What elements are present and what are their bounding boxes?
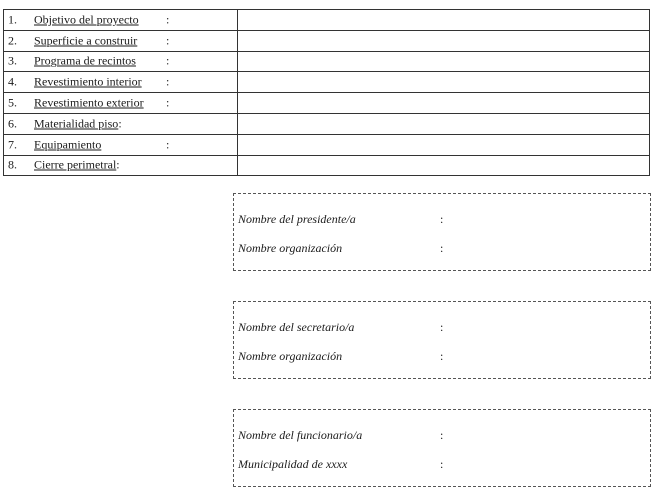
row-label-text: Revestimiento exterior <box>34 95 144 110</box>
row-label-text: Objetivo del proyecto <box>34 12 139 27</box>
row-label <box>34 116 122 131</box>
row-label-text: Materialidad piso <box>34 116 119 131</box>
form-value-field[interactable] <box>238 72 650 93</box>
row-label-text: Superficie a construir <box>34 33 138 48</box>
form-row-objetivo <box>4 10 650 31</box>
row-colon: : <box>166 53 170 68</box>
signature-colon: : <box>440 349 444 363</box>
row-label <box>34 33 137 48</box>
row-colon: : <box>166 12 170 27</box>
signature-colon: : <box>440 428 444 442</box>
signature-line-organization <box>238 349 444 364</box>
form-row-programa <box>4 51 650 72</box>
form-label-cell <box>4 72 238 93</box>
row-number: 2. <box>8 33 17 48</box>
signature-line-name <box>238 212 444 227</box>
row-label-text: Revestimiento interior <box>34 74 142 89</box>
form-row-materialidad-piso <box>4 113 650 134</box>
signature-box-secretario <box>233 301 651 379</box>
row-number: 7. <box>8 137 17 152</box>
form-value-field[interactable] <box>238 155 650 176</box>
row-number: 5. <box>8 95 17 110</box>
row-colon: : <box>166 95 170 110</box>
row-colon: : <box>166 74 170 89</box>
row-number: 4. <box>8 74 17 89</box>
row-label-suffix: : <box>116 157 120 172</box>
form-row-superficie <box>4 30 650 51</box>
row-label-text: Cierre perimetral <box>34 157 117 172</box>
row-number: 8. <box>8 157 17 172</box>
signature-colon: : <box>440 241 444 255</box>
form-label-cell <box>4 155 238 176</box>
signature-label: Nombre organización <box>238 349 343 363</box>
signature-colon: : <box>440 457 444 471</box>
row-label <box>34 137 101 152</box>
row-number: 1. <box>8 12 17 27</box>
row-label-text: Equipamiento <box>34 137 102 152</box>
form-label-cell <box>4 93 238 114</box>
row-label-suffix: : <box>118 116 122 131</box>
row-number: 3. <box>8 53 17 68</box>
signature-line-organization <box>238 457 444 472</box>
form-value-field[interactable] <box>238 10 650 31</box>
signature-colon: : <box>440 212 444 226</box>
row-colon: : <box>166 33 170 48</box>
row-label <box>34 12 139 27</box>
signature-label: Nombre del funcionario/a <box>238 428 363 442</box>
form-label-cell <box>4 10 238 31</box>
signature-label: Municipalidad de xxxx <box>238 457 348 471</box>
form-value-field[interactable] <box>238 134 650 155</box>
form-value-field[interactable] <box>238 113 650 134</box>
signature-label: Nombre organización <box>238 241 343 255</box>
signature-box-presidente <box>233 193 651 271</box>
form-value-field[interactable] <box>238 30 650 51</box>
row-colon: : <box>166 137 170 152</box>
row-label <box>34 54 136 69</box>
signature-box-funcionario <box>233 409 651 487</box>
signature-line-organization <box>238 241 444 256</box>
row-label <box>34 158 120 173</box>
form-value-field[interactable] <box>238 93 650 114</box>
signature-line-name <box>238 320 444 335</box>
form-label-cell <box>4 51 238 72</box>
form-label-cell <box>4 113 238 134</box>
signature-label: Nombre del secretario/a <box>238 320 355 334</box>
signature-colon: : <box>440 320 444 334</box>
row-label-text: Programa de recintos <box>34 53 136 68</box>
form-value-field[interactable] <box>238 51 650 72</box>
row-label <box>34 75 142 90</box>
signature-label: Nombre del presidente/a <box>238 212 356 226</box>
form-row-revestimiento-exterior <box>4 93 650 114</box>
signature-line-name <box>238 428 444 443</box>
row-label <box>34 96 144 111</box>
row-number: 6. <box>8 116 17 131</box>
form-row-equipamiento <box>4 134 650 155</box>
form-label-cell <box>4 30 238 51</box>
project-form-table <box>3 9 650 176</box>
form-row-revestimiento-interior <box>4 72 650 93</box>
form-row-cierre-perimetral <box>4 155 650 176</box>
form-label-cell <box>4 134 238 155</box>
